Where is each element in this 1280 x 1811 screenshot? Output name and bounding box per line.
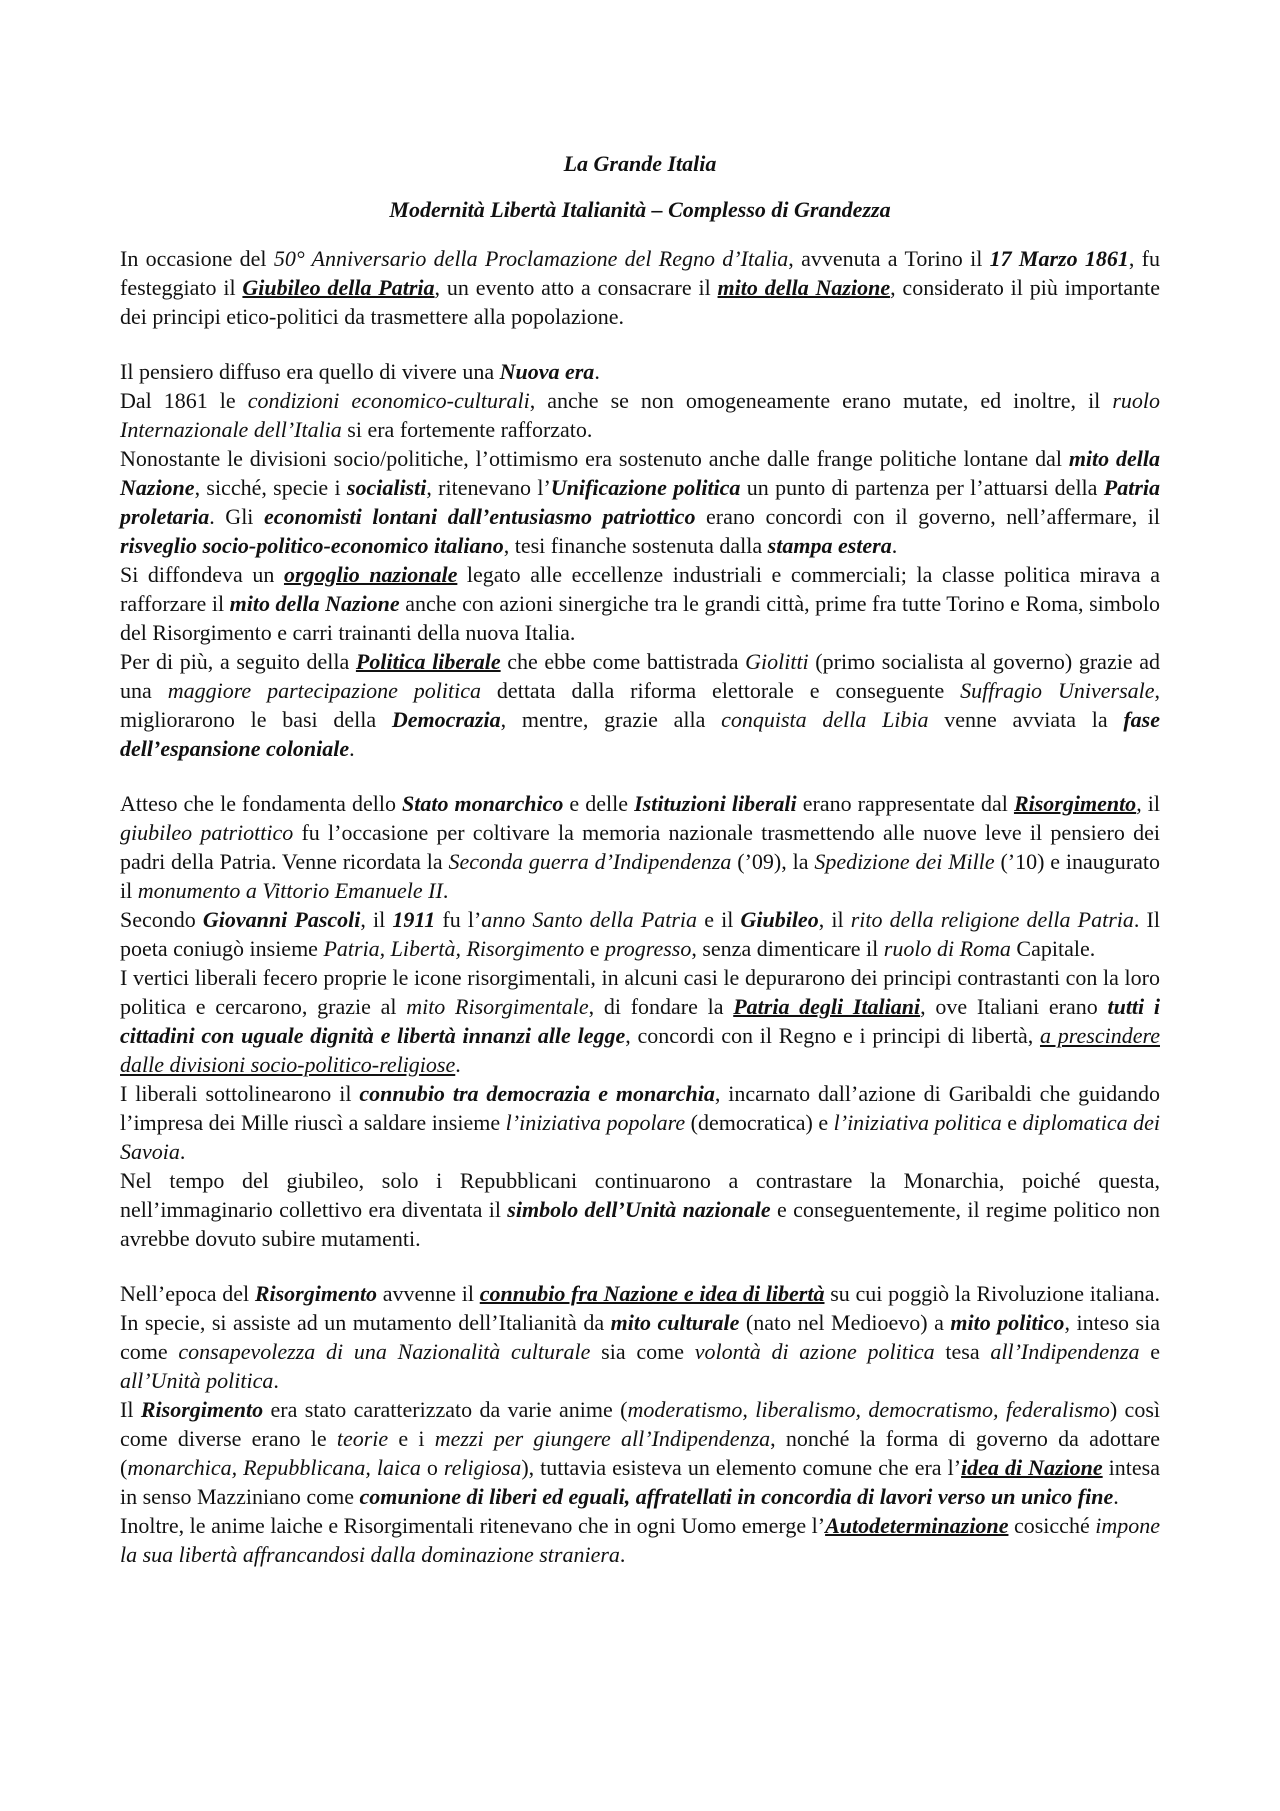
bold-italic-text: Risorgimento — [140, 1397, 264, 1422]
underlined-bold-text: Autodeterminazione — [825, 1513, 1009, 1538]
text: Secondo — [120, 907, 203, 932]
bold-italic-text: mito politico — [950, 1310, 1065, 1335]
text: . — [349, 736, 355, 761]
text: ), tuttavia esisteva un elemento comune che era l’ — [521, 1455, 962, 1480]
text: . — [594, 359, 600, 384]
text: , avvenuta a Torino il — [788, 246, 990, 271]
italic-text: giubileo patriottico — [120, 820, 294, 845]
text: era stato caratterizzato da varie anime ( — [263, 1397, 628, 1422]
text: legato alle eccellenze industriali e commerciali; la classe politica mirava a rafforzare il — [120, 562, 1161, 616]
italic-text: volontà di azione politica — [694, 1339, 935, 1364]
bold-italic-text: connubio tra democrazia e monarchia — [359, 1081, 715, 1106]
paragraph-10 — [120, 1079, 1160, 1166]
text: , il — [360, 907, 393, 932]
italic-text: Spedizione dei Mille — [814, 849, 995, 874]
text: ) così come diverse erano le — [120, 1397, 1160, 1451]
italic-text: ruolo di Roma — [883, 936, 1011, 961]
text: , anche se non omogeneamente erano mutate, ed inoltre, il — [529, 388, 1113, 413]
text: (democratica) e — [685, 1110, 834, 1135]
bold-italic-text: Stato monarchico — [402, 791, 564, 816]
bold-italic-text: Democrazia — [391, 707, 501, 732]
text: . — [619, 1542, 626, 1567]
italic-text: 50° Anniversario della Proclamazione del Regno d’Italia — [273, 246, 789, 271]
text: (primo socialista al governo) grazie ad una — [120, 649, 1160, 703]
text: . — [179, 1139, 186, 1164]
paragraph-11 — [120, 1166, 1160, 1253]
paragraph-3 — [120, 386, 1160, 444]
italic-text: l’iniziativa politica — [833, 1110, 1002, 1135]
italic-text: diplomatica dei Savoia — [120, 1110, 1161, 1164]
italic-text: teorie — [336, 1426, 389, 1451]
text: Inoltre, le anime laiche e Risorgimentali ritenevano che in ogni Uomo emerge l’ — [120, 1513, 826, 1538]
text: (nato nel Medioevo) a — [739, 1310, 951, 1335]
text: e conseguentemente, il regime politico non avrebbe dovuto subire mutamenti. — [120, 1197, 1160, 1251]
underlined-bold-text: orgoglio nazionale — [283, 562, 458, 587]
italic-text: condizioni economico-culturali — [247, 388, 530, 413]
bold-italic-text: Giubileo — [740, 907, 819, 932]
text: , considerato il più importante dei principi etico-politici da trasmettere alla popolazione. — [120, 275, 1160, 329]
text: cosicché — [1008, 1513, 1096, 1538]
text: tesa — [934, 1339, 991, 1364]
bold-italic-text: comunione di liberi ed eguali, affratellati in concordia di lavori verso un unico fine — [359, 1484, 1114, 1509]
page-title: La Grande Italia — [563, 151, 717, 176]
text: . — [891, 533, 898, 558]
text: fu l’occasione per coltivare la memoria nazionale trasmettendo alle nuove leve il pensiero dei padri della Patria. Venne ricordata la — [120, 820, 1160, 874]
underlined-bold-text: idea di Nazione — [961, 1455, 1103, 1480]
bold-italic-text: Nuova era — [499, 359, 595, 384]
bold-italic-text: fase dell’espansione coloniale — [120, 707, 1161, 761]
text: Nell’epoca del — [120, 1281, 255, 1306]
text: , un evento atto a consacrare il — [434, 275, 718, 300]
text: Si diffondeva un — [120, 562, 284, 587]
paragraph-9 — [120, 963, 1160, 1079]
bold-italic-text: 1911 — [392, 907, 436, 932]
text: avvenne il — [377, 1281, 480, 1306]
text: che ebbe come battistrada — [500, 649, 746, 674]
text: , fu festeggiato il — [120, 246, 1161, 300]
text: Dal 1861 le — [120, 388, 248, 413]
text: e delle — [563, 791, 635, 816]
bold-italic-text: mito della Nazione — [229, 591, 400, 616]
text: intesa in senso Mazziniano come — [120, 1455, 1160, 1509]
page-subtitle: Modernità Libertà Italianità – Complesso di Grandezza — [389, 197, 891, 222]
italic-text: maggiore partecipazione politica — [167, 678, 482, 703]
bold-italic-text: stampa estera — [767, 533, 892, 558]
text: Capitale. — [1010, 936, 1096, 961]
underlined-bold-text: Giubileo della Patria — [242, 275, 435, 300]
bold-italic-text: economisti lontani dall’entusiasmo patriottico — [264, 504, 696, 529]
text: , incarnato dall’azione di Garibaldi che guidando l’impresa dei Mille riuscì a saldare insieme — [120, 1081, 1160, 1135]
text: fu l’ — [435, 907, 482, 932]
text: , il — [1136, 791, 1160, 816]
text: In occasione del — [120, 246, 274, 271]
text: . Gli — [209, 504, 264, 529]
text: dettata dalla riforma elettorale e conseguente — [481, 678, 961, 703]
text: si era fortemente rafforzato. — [341, 417, 593, 442]
paragraph-4 — [120, 444, 1160, 560]
bold-italic-text: mito della Nazione — [120, 446, 1161, 500]
italic-text: all’Indipendenza — [990, 1339, 1140, 1364]
text: (’10) e inaugurato il — [120, 849, 1160, 903]
text: . — [455, 1052, 461, 1077]
italic-text: Seconda guerra d’Indipendenza — [448, 849, 732, 874]
italic-text: l’iniziativa popolare — [505, 1110, 686, 1135]
bold-italic-text: risveglio socio-politico-economico italiano — [120, 533, 504, 558]
paragraph-2 — [120, 357, 1160, 386]
text: , mentre, grazie alla — [500, 707, 722, 732]
text: Per di più, a seguito della — [120, 649, 356, 674]
text: , ove Italiani erano — [920, 994, 1108, 1019]
text: e i — [388, 1426, 435, 1451]
text: e — [1139, 1339, 1160, 1364]
bold-text: 17 Marzo 1861 — [989, 246, 1129, 271]
text: , senza dimenticare il — [691, 936, 884, 961]
text: Il — [120, 1397, 141, 1422]
italic-text: monarchica, Repubblicana, laica — [127, 1455, 421, 1480]
underlined-bold-text: Politica liberale — [355, 649, 501, 674]
text: . — [442, 878, 449, 903]
text: , il — [818, 907, 851, 932]
paragraph-5 — [120, 560, 1160, 647]
text: un punto di partenza per l’attuarsi della — [740, 475, 1104, 500]
bold-italic-text: Unificazione politica — [550, 475, 741, 500]
text: Nonostante le divisioni socio/politiche, l’ottimismo era sostenuto anche dalle frange politiche lontane dal — [120, 446, 1069, 471]
underlined-italic-text: a prescindere dalle divisioni socio-politico-religiose — [120, 1023, 1160, 1077]
document-page — [120, 150, 1160, 1569]
italic-text: rito della religione della Patria — [850, 907, 1134, 932]
bold-italic-text: mito culturale — [610, 1310, 740, 1335]
text: I vertici liberali fecero proprie le icone risorgimentali, in alcuni casi le depurarono dei principi contrastanti con la loro politica e cercarono, grazie al — [120, 965, 1160, 1019]
text: venne avviata la — [928, 707, 1124, 732]
italic-text: Giolitti — [745, 649, 809, 674]
text: . — [273, 1368, 279, 1393]
italic-text: anno Santo della Patria — [481, 907, 698, 932]
text: , inteso sia come — [120, 1310, 1160, 1364]
text: , ritenevano l’ — [426, 475, 551, 500]
italic-text: consapevolezza di una Nazionalità culturale — [178, 1339, 591, 1364]
text: anche con azioni sinergiche tra le grandi città, prime fra tutte Torino e Roma, simbolo del Risorgimento e carri trainanti della nuova Italia. — [120, 591, 1160, 645]
text: e — [584, 936, 605, 961]
italic-text: religiosa — [443, 1455, 522, 1480]
italic-text: impone la sua libertà affrancandosi dalla dominazione straniera — [120, 1513, 1161, 1567]
text: erano concordi con il governo, nell’affermare, il — [695, 504, 1160, 529]
text: , tesi finanche sostenuta dalla — [503, 533, 768, 558]
bold-italic-text: simbolo dell’Unità nazionale — [507, 1197, 771, 1222]
text: (’09), la — [731, 849, 815, 874]
bold-italic-text: Istituzioni liberali — [634, 791, 797, 816]
paragraph-8 — [120, 905, 1160, 963]
text: e — [1001, 1110, 1023, 1135]
italic-text: all’Unità politica — [120, 1368, 274, 1393]
italic-text: progresso — [604, 936, 692, 961]
italic-text: ruolo Internazionale dell’Italia — [120, 388, 1160, 442]
italic-text: Suffragio Universale — [960, 678, 1155, 703]
italic-text: moderatismo, liberalismo, democratismo, federalismo — [627, 1397, 1110, 1422]
underlined-bold-text: Risorgimento — [1013, 791, 1137, 816]
text: Atteso che le fondamenta dello — [120, 791, 403, 816]
underlined-bold-text: mito della Nazione — [717, 275, 891, 300]
text: , sicché, specie i — [194, 475, 347, 500]
italic-text: conquista della Libia — [721, 707, 929, 732]
italic-text: Patria, Libertà, Risorgimento — [323, 936, 585, 961]
italic-text: mito Risorgimentale — [406, 994, 589, 1019]
paragraph-13 — [120, 1395, 1160, 1511]
paragraph-7 — [120, 789, 1160, 905]
text: o — [420, 1455, 444, 1480]
bold-italic-text: tutti i cittadini con uguale dignità e libertà innanzi alle legge — [120, 994, 1160, 1048]
text: . — [1113, 1484, 1119, 1509]
text: , di fondare la — [588, 994, 734, 1019]
text: su cui poggiò la Rivoluzione italiana. In specie, si assiste ad un mutamento dell’Italianità da — [120, 1281, 1160, 1335]
paragraph-6 — [120, 647, 1160, 763]
paragraph-12 — [120, 1279, 1160, 1395]
text: Il pensiero diffuso era quello di vivere una — [120, 359, 500, 384]
text: , concordi con il Regno e i principi di libertà, — [625, 1023, 1040, 1048]
text: e il — [697, 907, 741, 932]
text: . Il poeta coniugò insieme — [120, 907, 1160, 961]
bold-italic-text: Risorgimento — [254, 1281, 378, 1306]
text: sia come — [590, 1339, 695, 1364]
italic-text: monumento a Vittorio Emanuele II — [137, 878, 443, 903]
text: Nel tempo del giubileo, solo i Repubblicani continuarono a contrastare la Monarchia, poiché questa, nell’immaginario collettivo era diventata il — [120, 1168, 1160, 1222]
text: , migliorarono le basi della — [120, 678, 1161, 732]
bold-italic-text: Patria proletaria — [120, 475, 1160, 529]
bold-italic-text: socialisti — [346, 475, 427, 500]
italic-text: mezzi per giungere all’Indipendenza — [434, 1426, 771, 1451]
underlined-bold-text: connubio fra Nazione e idea di libertà — [479, 1281, 825, 1306]
text: erano rappresentate dal — [796, 791, 1014, 816]
bold-italic-text: Giovanni Pascoli — [202, 907, 361, 932]
text: I liberali sottolinearono il — [120, 1081, 360, 1106]
paragraph-1 — [120, 244, 1160, 331]
text: , nonché la forma di governo da adottare ( — [120, 1426, 1161, 1480]
underlined-bold-text: Patria degli Italiani — [733, 994, 921, 1019]
paragraph-14 — [120, 1511, 1160, 1569]
